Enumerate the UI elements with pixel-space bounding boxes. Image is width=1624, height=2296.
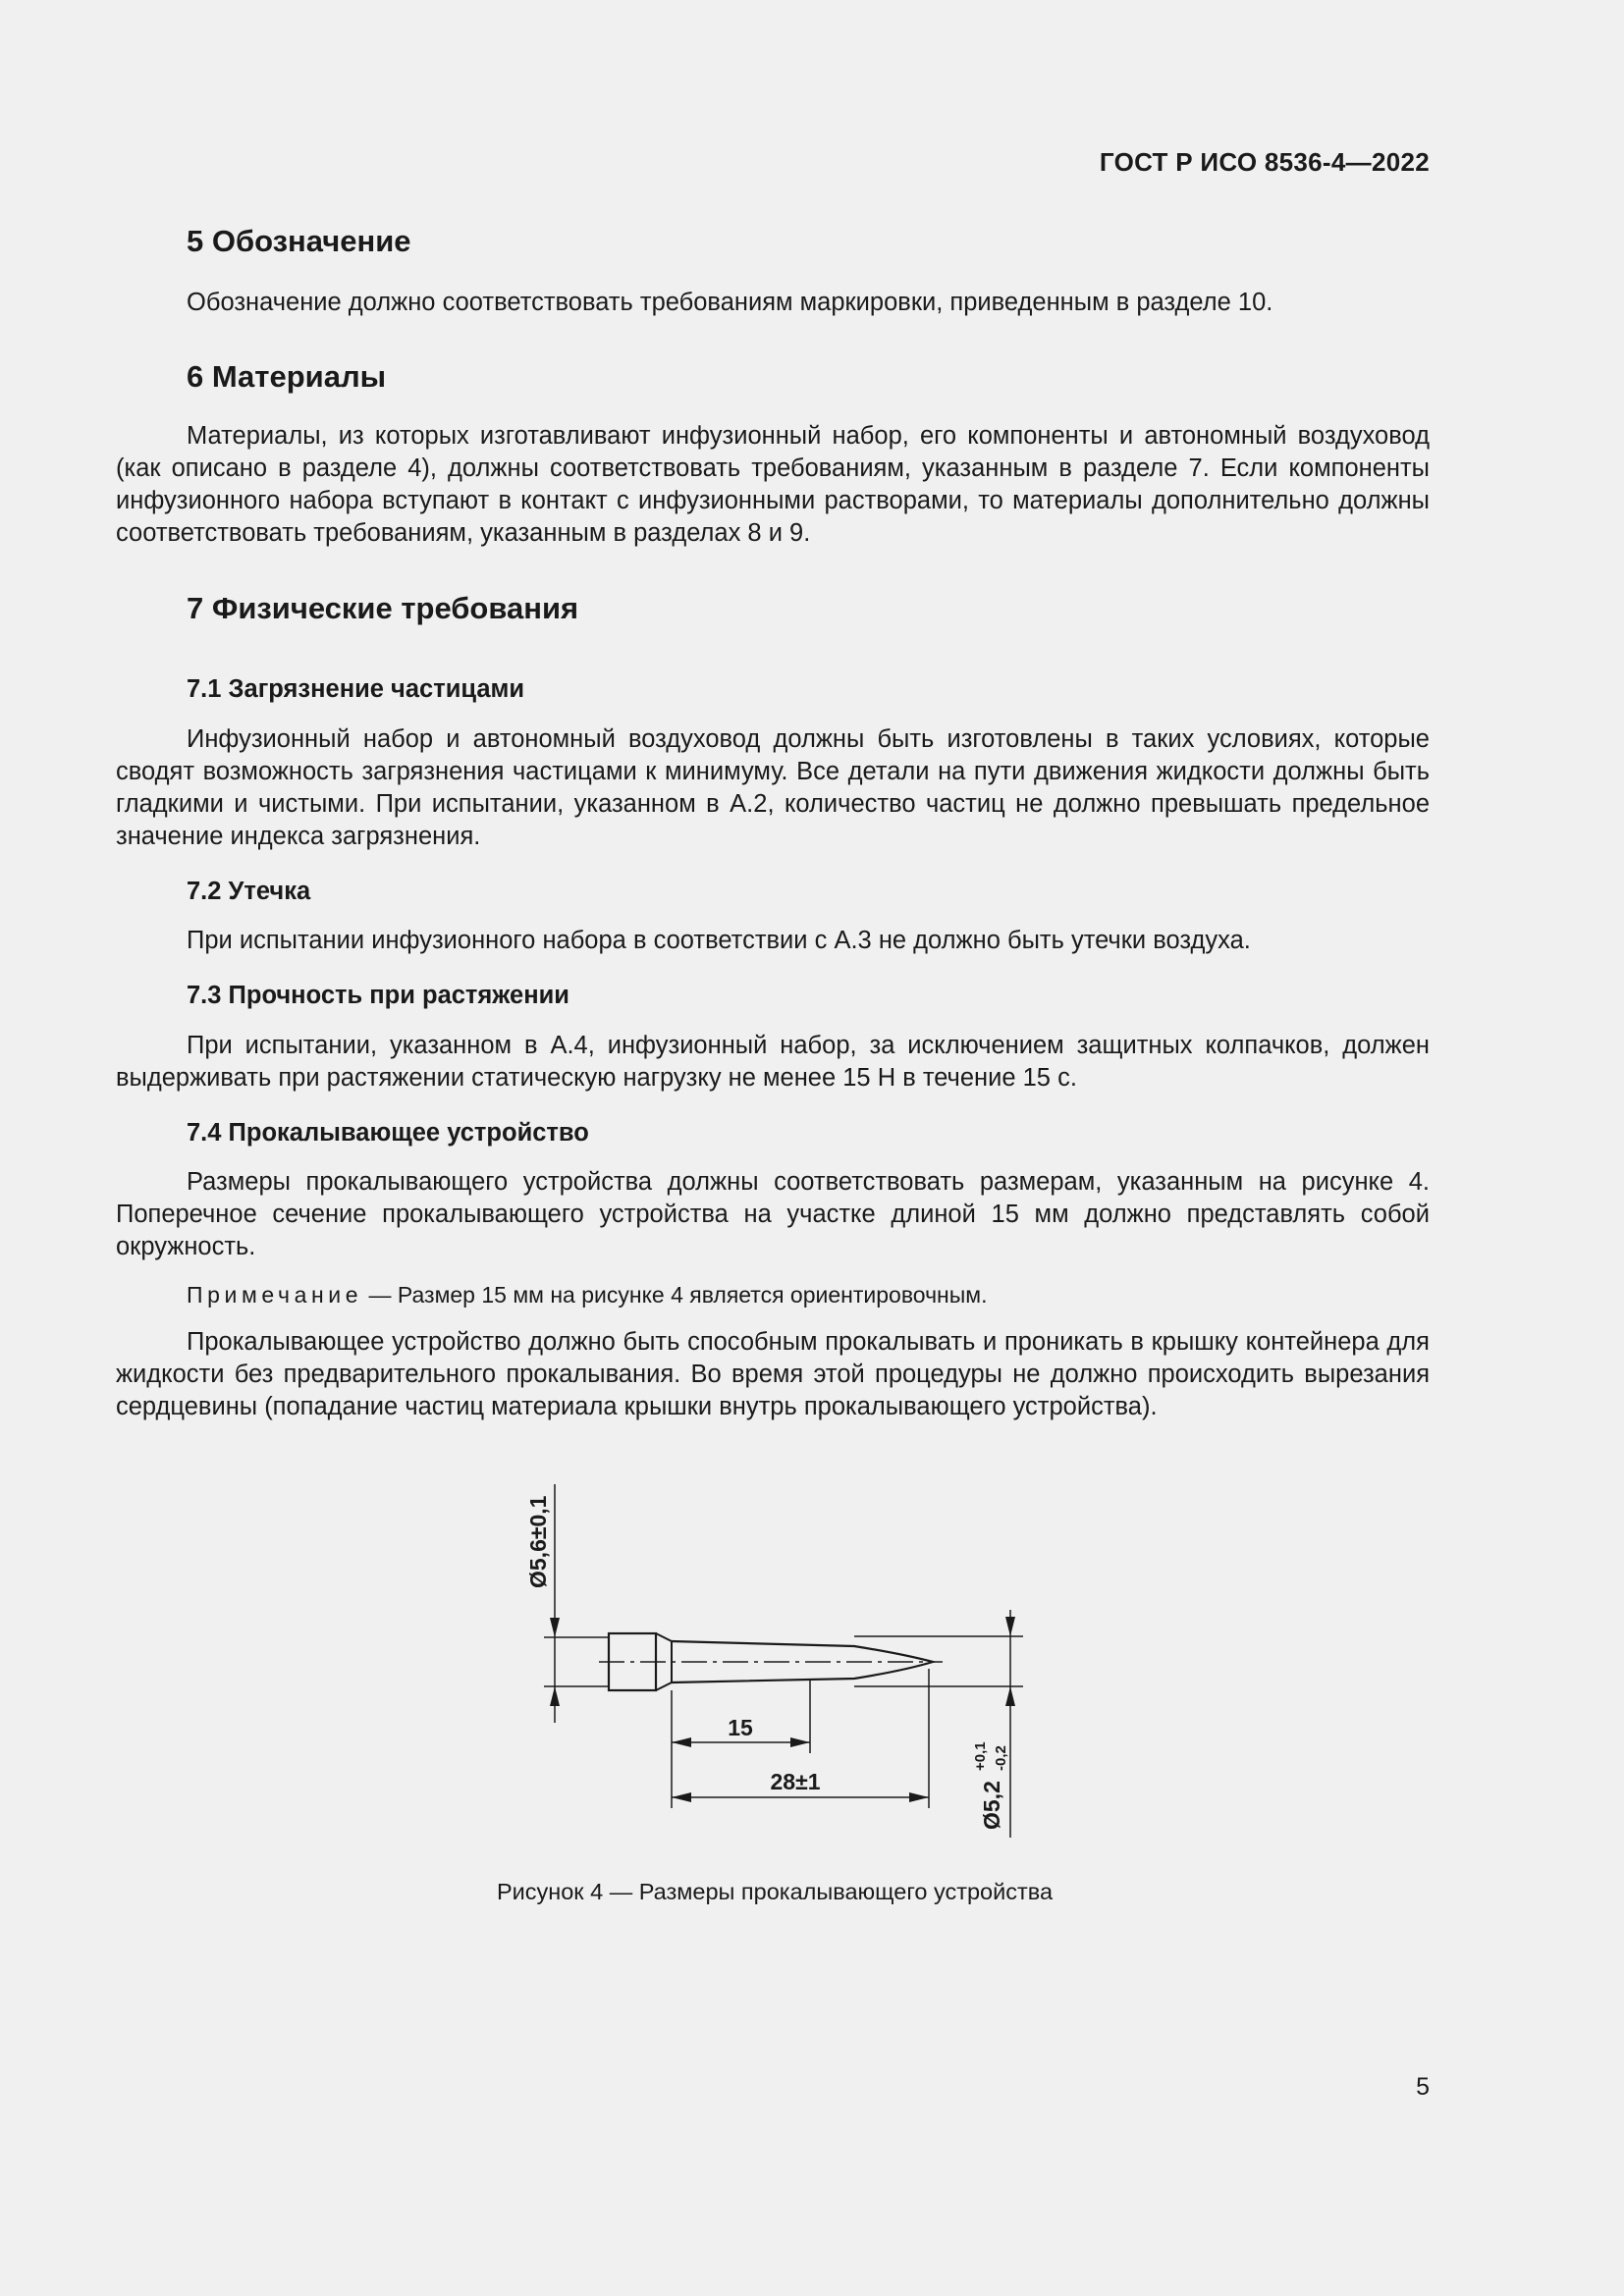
dim-tip-tolerance-upper: +0,1 bbox=[972, 1741, 989, 1771]
paragraph-section-7-4-a: Размеры прокалывающего устройства должны соответствовать размерам, указанным на рисунке 4. Поперечное сечение прокалывающего устройства на участке длиной 15 мм должно представлять собой окружность. bbox=[116, 1168, 1430, 1260]
dim-length-28: 28±1 bbox=[770, 1769, 821, 1794]
dim-tip-tolerance-lower: -0,2 bbox=[993, 1745, 1009, 1771]
document-id: ГОСТ Р ИСО 8536-4—2022 bbox=[1099, 147, 1430, 177]
heading-section-5: 5 Обозначение bbox=[187, 224, 411, 258]
dim-length-15: 15 bbox=[728, 1715, 753, 1740]
heading-section-7-3: 7.3 Прочность при растяжении bbox=[187, 982, 569, 1009]
note-text: — Размер 15 мм на рисунке 4 является ориентировочным. bbox=[362, 1282, 988, 1308]
dim-outer-diameter: Ø5,6±0,1 bbox=[525, 1495, 551, 1588]
page-number: 5 bbox=[1416, 2073, 1430, 2101]
paragraph-section-7-1: Инфузионный набор и автономный воздуховод должны быть изготовлены в таких условиях, которые сводят возможность загрязнения частицами к минимуму. Все детали на пути движения жидкости должны быть гладкими и чистыми. При испытании, указанном в А.2, количество частиц не должно превышать предельное значение индекса загрязнения. bbox=[116, 725, 1430, 850]
paragraph-section-7-2: При испытании инфузионного набора в соответствии с А.3 не должно быть утечки воздуха. bbox=[187, 927, 1251, 954]
heading-section-7: 7 Физические требования bbox=[187, 591, 579, 625]
note-label: Примечание bbox=[187, 1282, 363, 1308]
heading-section-7-1: 7.1 Загрязнение частицами bbox=[187, 675, 525, 703]
heading-section-6: 6 Материалы bbox=[187, 359, 387, 394]
dim-tip-diameter: Ø5,2 bbox=[979, 1781, 1004, 1830]
paragraph-section-7-4-b: Прокалывающее устройство должно быть способным прокалывать и проникать в крышку контейнера для жидкости без предварительного прокалывания. Во время этой процедуры не должно происходить вырезания сердцевины (попадание частиц материала крышки внутрь прокалывающего устройства). bbox=[116, 1328, 1430, 1420]
figure-caption: Рисунок 4 — Размеры прокалывающего устройства bbox=[496, 1879, 1054, 1904]
paragraph-section-7-3: При испытании, указанном в А.4, инфузионный набор, за исключением защитных колпачков, должен выдерживать при растяжении статическую нагрузку не менее 15 Н в течение 15 с. bbox=[116, 1032, 1430, 1092]
heading-section-7-4: 7.4 Прокалывающее устройство bbox=[187, 1119, 589, 1147]
paragraph-section-6: Материалы, из которых изготавливают инфузионный набор, его компоненты и автономный воздуховод (как описано в разделе 4), должны соответствовать требованиям, указанным в разделе 7. Если компоненты инфузионного набора вступают в контакт с инфузионными растворами, то материалы дополнительно должны соответствовать требованиям, указанным в разделах 8 и 9. bbox=[116, 422, 1430, 547]
heading-section-7-2: 7.2 Утечка bbox=[187, 878, 311, 905]
paragraph-section-5: Обозначение должно соответствовать требованиям маркировки, приведенным в разделе 10. bbox=[187, 289, 1273, 316]
